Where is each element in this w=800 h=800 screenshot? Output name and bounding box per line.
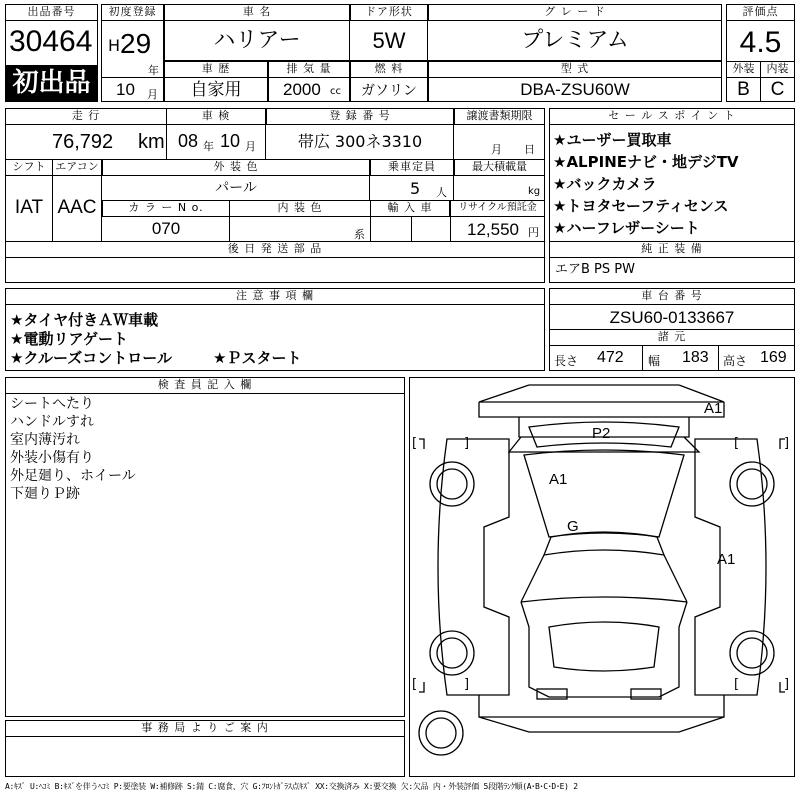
recycle-unit: 円: [528, 226, 539, 239]
inspection-month: 10: [220, 131, 241, 151]
hood-lines: [521, 555, 687, 602]
first-reg-month-unit: 月: [147, 88, 158, 101]
inspection-label: 車 検: [166, 108, 266, 125]
inspector-line-4: 外装小傷有り: [10, 450, 94, 466]
sales-point-3: ★バックカメラ: [553, 175, 657, 193]
transfer-day-unit: 日: [524, 143, 535, 156]
svg-text:]: ]: [784, 677, 790, 692]
svg-text:[: [: [412, 436, 418, 451]
inspector-line-2: ハンドルすれ: [10, 414, 94, 430]
mark-g-windshield: G: [567, 518, 579, 535]
fuel: ガソリン: [361, 83, 417, 99]
height: 169: [760, 349, 787, 366]
interior-grade-label: 内装: [760, 61, 795, 78]
int-color-cell: [229, 216, 371, 241]
inspector-line-1: シートへたり: [10, 396, 94, 412]
mark-a1-roof: A1: [549, 471, 568, 488]
spec-divider-2: [718, 345, 719, 371]
roof-glass: [524, 450, 684, 537]
recycle-label: リサイクル預託金: [450, 200, 545, 217]
lot-number: 30464: [9, 25, 93, 58]
mark-a1-rear: A1: [704, 400, 723, 417]
note-line-3a: ★クルーズコントロール: [10, 349, 172, 367]
width: 183: [682, 349, 709, 366]
ac: AAC: [57, 197, 97, 218]
plate-label: 登 録 番 号: [266, 108, 454, 125]
plate-number: 帯広 300ネ3310: [297, 132, 423, 151]
grade-label: グ レ ー ド: [428, 4, 722, 21]
transfer-month-unit: 月: [491, 143, 502, 156]
color-no-label: カ ラ ー N o.: [102, 200, 230, 217]
shift: IAT: [14, 197, 44, 218]
model-label: 型 式: [428, 61, 722, 78]
int-color-unit: 系: [354, 228, 365, 241]
displacement-label: 排 気 量: [268, 61, 350, 78]
length: 472: [597, 349, 624, 366]
inspector-line-5: 外足廻り、ホイール: [10, 468, 136, 484]
spec-divider-1: [642, 345, 643, 371]
note-line-3b: ★Ｐスタート: [213, 349, 302, 367]
capacity-unit: 人: [436, 186, 447, 199]
rear-bumper-outline: [479, 385, 724, 417]
chassis-label: 車 台 番 号: [549, 288, 795, 305]
displacement-unit: cc: [330, 86, 341, 97]
mark-p2-rear-window: P2: [592, 425, 611, 442]
note-line-2: ★電動リアゲート: [10, 330, 128, 348]
shift-label: シフト: [5, 159, 53, 176]
first-reg-label: 初度登録: [101, 4, 164, 21]
mark-a1-right-side: A1: [717, 551, 736, 568]
side-bracket-left: [419, 439, 424, 692]
transfer-label: 譲渡書類期限: [454, 108, 545, 125]
history-label: 車 歴: [164, 61, 268, 78]
sales-point-2: ★ALPINEナビ・地デジTV: [553, 153, 739, 171]
inspector-label: 検 査 員 記 入 欄: [5, 377, 405, 394]
exterior-grade: B: [737, 79, 750, 100]
standard-equipment: エアB PS PW: [555, 262, 635, 277]
first-reg-year: 29: [120, 28, 152, 59]
exterior-grade-label: 外装: [726, 61, 761, 78]
interior-grade: C: [770, 79, 785, 100]
svg-text:[: [: [412, 677, 418, 692]
door-type: 5W: [372, 28, 406, 53]
capacity-label: 乗車定員: [370, 159, 454, 176]
ext-color-label: 外 装 色: [102, 159, 370, 176]
later-parts-label: 後 日 発 送 部 品: [5, 241, 545, 258]
first-reg-month: 10: [116, 80, 135, 99]
import-cell-b: [411, 216, 451, 241]
notes-label: 注 意 事 項 欄: [5, 288, 545, 305]
color-no: 070: [151, 219, 181, 238]
first-reg-year-unit: 年: [148, 64, 159, 77]
office-label: 事 務 局 よ り ご 案 内: [5, 720, 405, 737]
grade: プレミアム: [521, 28, 629, 53]
front-grille: [549, 622, 659, 671]
first-reg-divider: [101, 77, 164, 78]
capacity: 5: [410, 179, 421, 198]
import-label: 輸 入 車: [370, 200, 450, 217]
max-load-unit: kg: [528, 186, 541, 197]
fuel-label: 燃 料: [350, 61, 428, 78]
inspector-line-3: 室内薄汚れ: [10, 432, 80, 448]
ac-label: エアコン: [52, 159, 102, 176]
side-bracket-right: [780, 439, 785, 692]
legend: A:ｷｽﾞ U:ﾍｺﾐ B:ｷｽﾞを伴うﾍｺﾐ P:要塗装 W:補修跡 S:錆 C:腐食、穴 G:ﾌﾛﾝﾄｶﾞﾗｽ点ｷｽﾞ XX:交換済み X:要交換 欠:欠品 内・外装評価 5段階ﾗﾝｸ順(A･B･C･D･E) 2: [5, 782, 578, 791]
width-label: 幅: [648, 354, 661, 368]
mileage-label: 走 行: [5, 108, 167, 125]
inspector-line-6: 下廻りＰ跡: [10, 486, 80, 502]
import-cell-a: [370, 216, 412, 241]
max-load-label: 最大積載量: [454, 159, 545, 176]
windshield: [544, 532, 664, 555]
specs-label: 諸 元: [549, 329, 795, 346]
car-name: ハリアー: [213, 28, 301, 53]
lot-label: 出品番号: [5, 4, 98, 21]
recycle-amount: 12,550: [467, 220, 519, 239]
svg-text:]: ]: [784, 436, 790, 451]
inspection-month-unit: 月: [245, 140, 256, 153]
car-name-label: 車 名: [164, 4, 350, 21]
displacement: 2000: [283, 80, 321, 99]
note-line-1: ★タイヤ付きＡＷ車載: [10, 311, 159, 329]
svg-text:[: [: [734, 677, 740, 692]
sales-point-5: ★ハーフレザーシート: [553, 219, 700, 237]
sales-point-1: ★ユーザー買取車: [553, 131, 672, 149]
height-label: 高さ: [723, 354, 748, 368]
length-label: 長さ: [554, 354, 579, 368]
standard-equipment-label: 純 正 装 備: [549, 241, 795, 258]
front-body: [521, 602, 687, 697]
inspection-year-unit: 年: [203, 140, 214, 153]
door-label: ドア形状: [350, 4, 428, 21]
score-label: 評価点: [726, 4, 795, 21]
history: 自家用: [190, 80, 242, 100]
ext-color: パール: [215, 180, 257, 196]
sales-point-4: ★トヨタセーフティセンス: [553, 197, 729, 215]
svg-text:[: [: [734, 436, 740, 451]
first-reg-era: H: [108, 36, 121, 55]
svg-text:]: ]: [464, 677, 470, 692]
inspection-year: 08: [178, 131, 199, 151]
score-value: 4.5: [739, 26, 782, 59]
sales-points-label: セ ー ル ス ポ イ ン ト: [549, 108, 795, 125]
svg-text:]: ]: [464, 436, 470, 451]
model-code: DBA-ZSU60W: [520, 80, 630, 99]
first-listing-text: 初出品: [12, 68, 91, 98]
int-color-label: 内 装 色: [229, 200, 371, 217]
mileage: 76,792: [52, 131, 114, 153]
mileage-unit: km: [138, 131, 165, 153]
front-bumper-outline: [479, 695, 724, 732]
chassis-number: ZSU60-0133667: [609, 308, 735, 327]
